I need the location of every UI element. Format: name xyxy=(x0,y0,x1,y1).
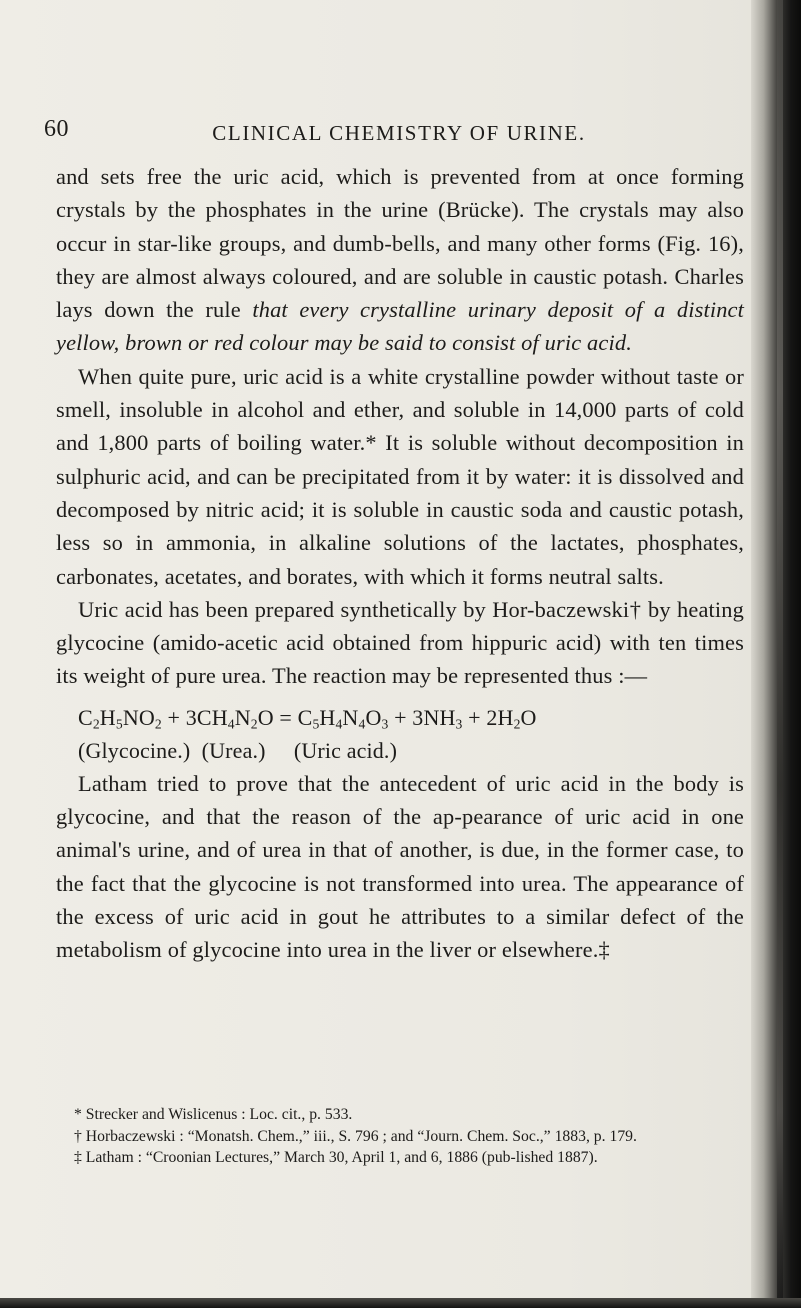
main-text xyxy=(56,160,744,967)
page-edge-streak xyxy=(777,0,783,1308)
page-header xyxy=(44,116,754,156)
page-number: 60 xyxy=(44,116,69,142)
page-bottom-edge xyxy=(0,1298,801,1308)
footnote-latham: ‡ Latham : “Croonian Lectures,” March 30, April 1, and 6, 1886 (pub-lished 1887). xyxy=(74,1149,598,1166)
equation-line: $C_2H_5NO_2 + 3CH_4N_2O = C_5H_4N_4O_3 + 3NH_3 + 2H_2O$ xyxy=(78,704,537,732)
paragraph-synthesis: Uric acid has been prepared synthetically by Hor-baczewski† by heating glycocine (amido-acetic acid obtained from hippuric acid) with ten times its weight of pure urea. The reaction may be represented thus :— xyxy=(56,596,744,689)
paragraph-properties: When quite pure, uric acid is a white crystalline powder without taste or smell, insoluble in alcohol and ether, and soluble in 14,000 parts of cold and 1,800 parts of boiling water.* It is soluble without decomposition in sulphuric acid, and can be precipitated from it by water: it is dissolved and decomposed by nitric acid; it is soluble in caustic soda and caustic potash, less so in ammonia, in alkaline solutions of the lactates, phosphates, carbonates, acetates, and borates, with which it forms neutral salts. xyxy=(56,363,744,589)
footnote-strecker: * Strecker and Wislicenus : Loc. cit., p. 533. xyxy=(74,1106,353,1123)
paragraph-latham: Latham tried to prove that the antecedent of uric acid in the body is glycocine, and that the reason of the ap-pearance of uric acid in one animal's urine, and of urea in that of another, is due, in the former case, to the fact that the glycocine is not transformed into urea. The appearance of the excess of uric acid in gout he attributes to a similar defect of the metabolism of glycocine into urea in the liver or elsewhere.‡ xyxy=(56,770,744,963)
footnotes xyxy=(56,1104,746,1169)
paragraph-crystals xyxy=(56,160,744,360)
paragraph-crystals-text: and sets free the uric acid, which is prevented from at once forming crystals by the phosphates in the urine (Brücke). The crystals may also occur in star-like groups, and dumb-bells, and many other forms (Fig. 16), they are almost always coloured, and are soluble in caustic potash. Charles lays down the rule xyxy=(56,164,744,323)
label-glycocine: (Glycocine.) xyxy=(78,737,191,763)
reaction-equation xyxy=(78,701,744,767)
footnote-horbaczewski: † Horbaczewski : “Monatsh. Chem.,” iii., S. 796 ; and “Journ. Chem. Soc.,” 1883, p. 179. xyxy=(74,1127,637,1145)
equation-labels xyxy=(78,734,744,767)
label-uric-acid: (Uric acid.) xyxy=(293,737,398,763)
page-edge-shadow xyxy=(751,0,801,1308)
label-urea: (Urea.) xyxy=(201,737,266,763)
charles-rule-italic: that every crystalline urinary deposit of a distinct yellow, brown or red colour may be said to consist of uric acid. xyxy=(56,297,745,356)
running-title: CLINICAL CHEMISTRY OF URINE. xyxy=(212,121,586,145)
